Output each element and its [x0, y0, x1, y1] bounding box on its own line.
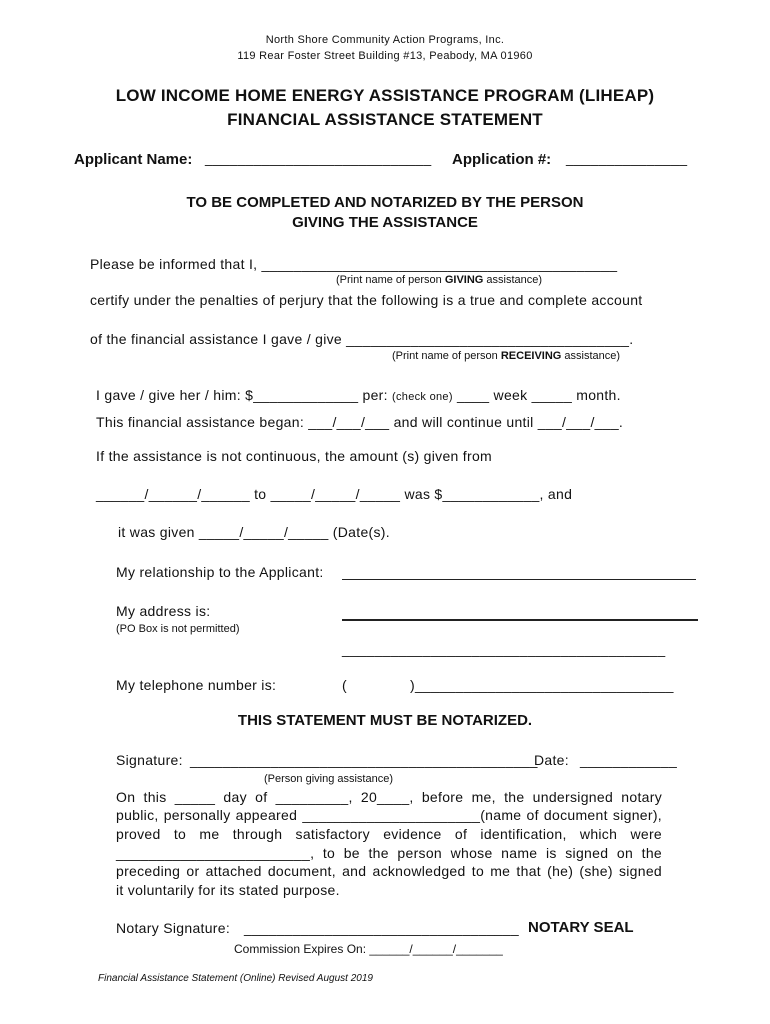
instruction-line1: TO BE COMPLETED AND NOTARIZED BY THE PERSON [186, 194, 584, 211]
gave-line[interactable]: I gave / give her / him: $_____________ per: (check one) ____ week _____ month. [96, 387, 621, 403]
form-title-line2: FINANCIAL ASSISTANCE STATEMENT [227, 110, 543, 129]
address-field-1[interactable] [342, 619, 698, 621]
signature-label: Signature: [116, 752, 183, 768]
relationship-field[interactable] [342, 579, 696, 580]
notary-signature-label: Notary Signature: [116, 920, 231, 936]
notary-line-1: On this _____ day of _________, 20____, before me, the undersigned notary [116, 789, 662, 805]
signature-caption: (Person giving assistance) [264, 773, 394, 785]
notary-signature-field[interactable]: __________________________________ [244, 920, 519, 936]
address-field-2[interactable]: ________________________________________ [342, 641, 666, 657]
applicant-name-label: Applicant Name: [74, 151, 193, 168]
certify-line: certify under the penalties of perjury that the following is a true and complete account [90, 292, 643, 308]
date-label: Date: [534, 752, 569, 768]
org-name: North Shore Community Action Programs, Inc. [265, 34, 505, 46]
giving-caption: (Print name of person GIVING assistance) [336, 274, 543, 286]
not-continuous-line: If the assistance is not continuous, the amount (s) given from [96, 448, 493, 464]
of-financial-line[interactable]: of the financial assistance I gave / give ___________________________________. [90, 331, 634, 347]
application-number-label: Application #: [452, 151, 552, 168]
telephone-field[interactable]: )________________________________ [410, 677, 674, 693]
footer-revision: Financial Assistance Statement (Online) Revised August 2019 [98, 973, 373, 984]
address-label: My address is: [116, 603, 211, 619]
telephone-area-open: ( [342, 677, 347, 693]
notarized-heading: THIS STATEMENT MUST BE NOTARIZED. [237, 712, 533, 729]
informed-line[interactable]: Please be informed that I, ____________________________________________ [90, 256, 618, 272]
notary-line-2: public, personally appeared ______________________(name of document signer), [116, 807, 662, 823]
relationship-label: My relationship to the Applicant: [116, 564, 324, 580]
org-address: 119 Rear Foster Street Building #13, Peabody, MA 01960 [237, 50, 533, 62]
commission-expires[interactable]: Commission Expires On: ______/______/_______ [234, 942, 503, 956]
date-field[interactable]: ____________ [580, 752, 678, 768]
application-number-field[interactable]: _______________ [566, 150, 688, 166]
form-title-line1: LOW INCOME HOME ENERGY ASSISTANCE PROGRAM (LIHEAP) [115, 86, 655, 105]
notary-line-3: proved to me through satisfactory evidence of identification, which were [116, 826, 662, 842]
signature-field[interactable]: ___________________________________________ [190, 752, 538, 768]
notary-line-5: preceding or attached document, and acknowledged to me that (he) (she) signed [116, 863, 662, 879]
applicant-name-field[interactable]: ____________________________ [205, 150, 432, 166]
instruction-line2: GIVING THE ASSISTANCE [292, 214, 478, 231]
notary-seal-label: NOTARY SEAL [528, 919, 634, 936]
began-line[interactable]: This financial assistance began: ___/___/___ and will continue until ___/___/___. [96, 414, 624, 430]
date-given-line[interactable]: it was given _____/_____/_____ (Date(s). [118, 524, 390, 540]
notary-line-4: ________________________, to be the person whose name is signed on the [116, 845, 662, 861]
telephone-label: My telephone number is: [116, 677, 277, 693]
po-box-note: (PO Box is not permitted) [116, 623, 240, 635]
dates-amount-line[interactable]: ______/______/______ to _____/_____/_____ was $____________, and [96, 486, 573, 502]
notary-line-6: it voluntarily for its stated purpose. [116, 882, 340, 898]
receiving-caption: (Print name of person RECEIVING assistance) [392, 350, 621, 362]
